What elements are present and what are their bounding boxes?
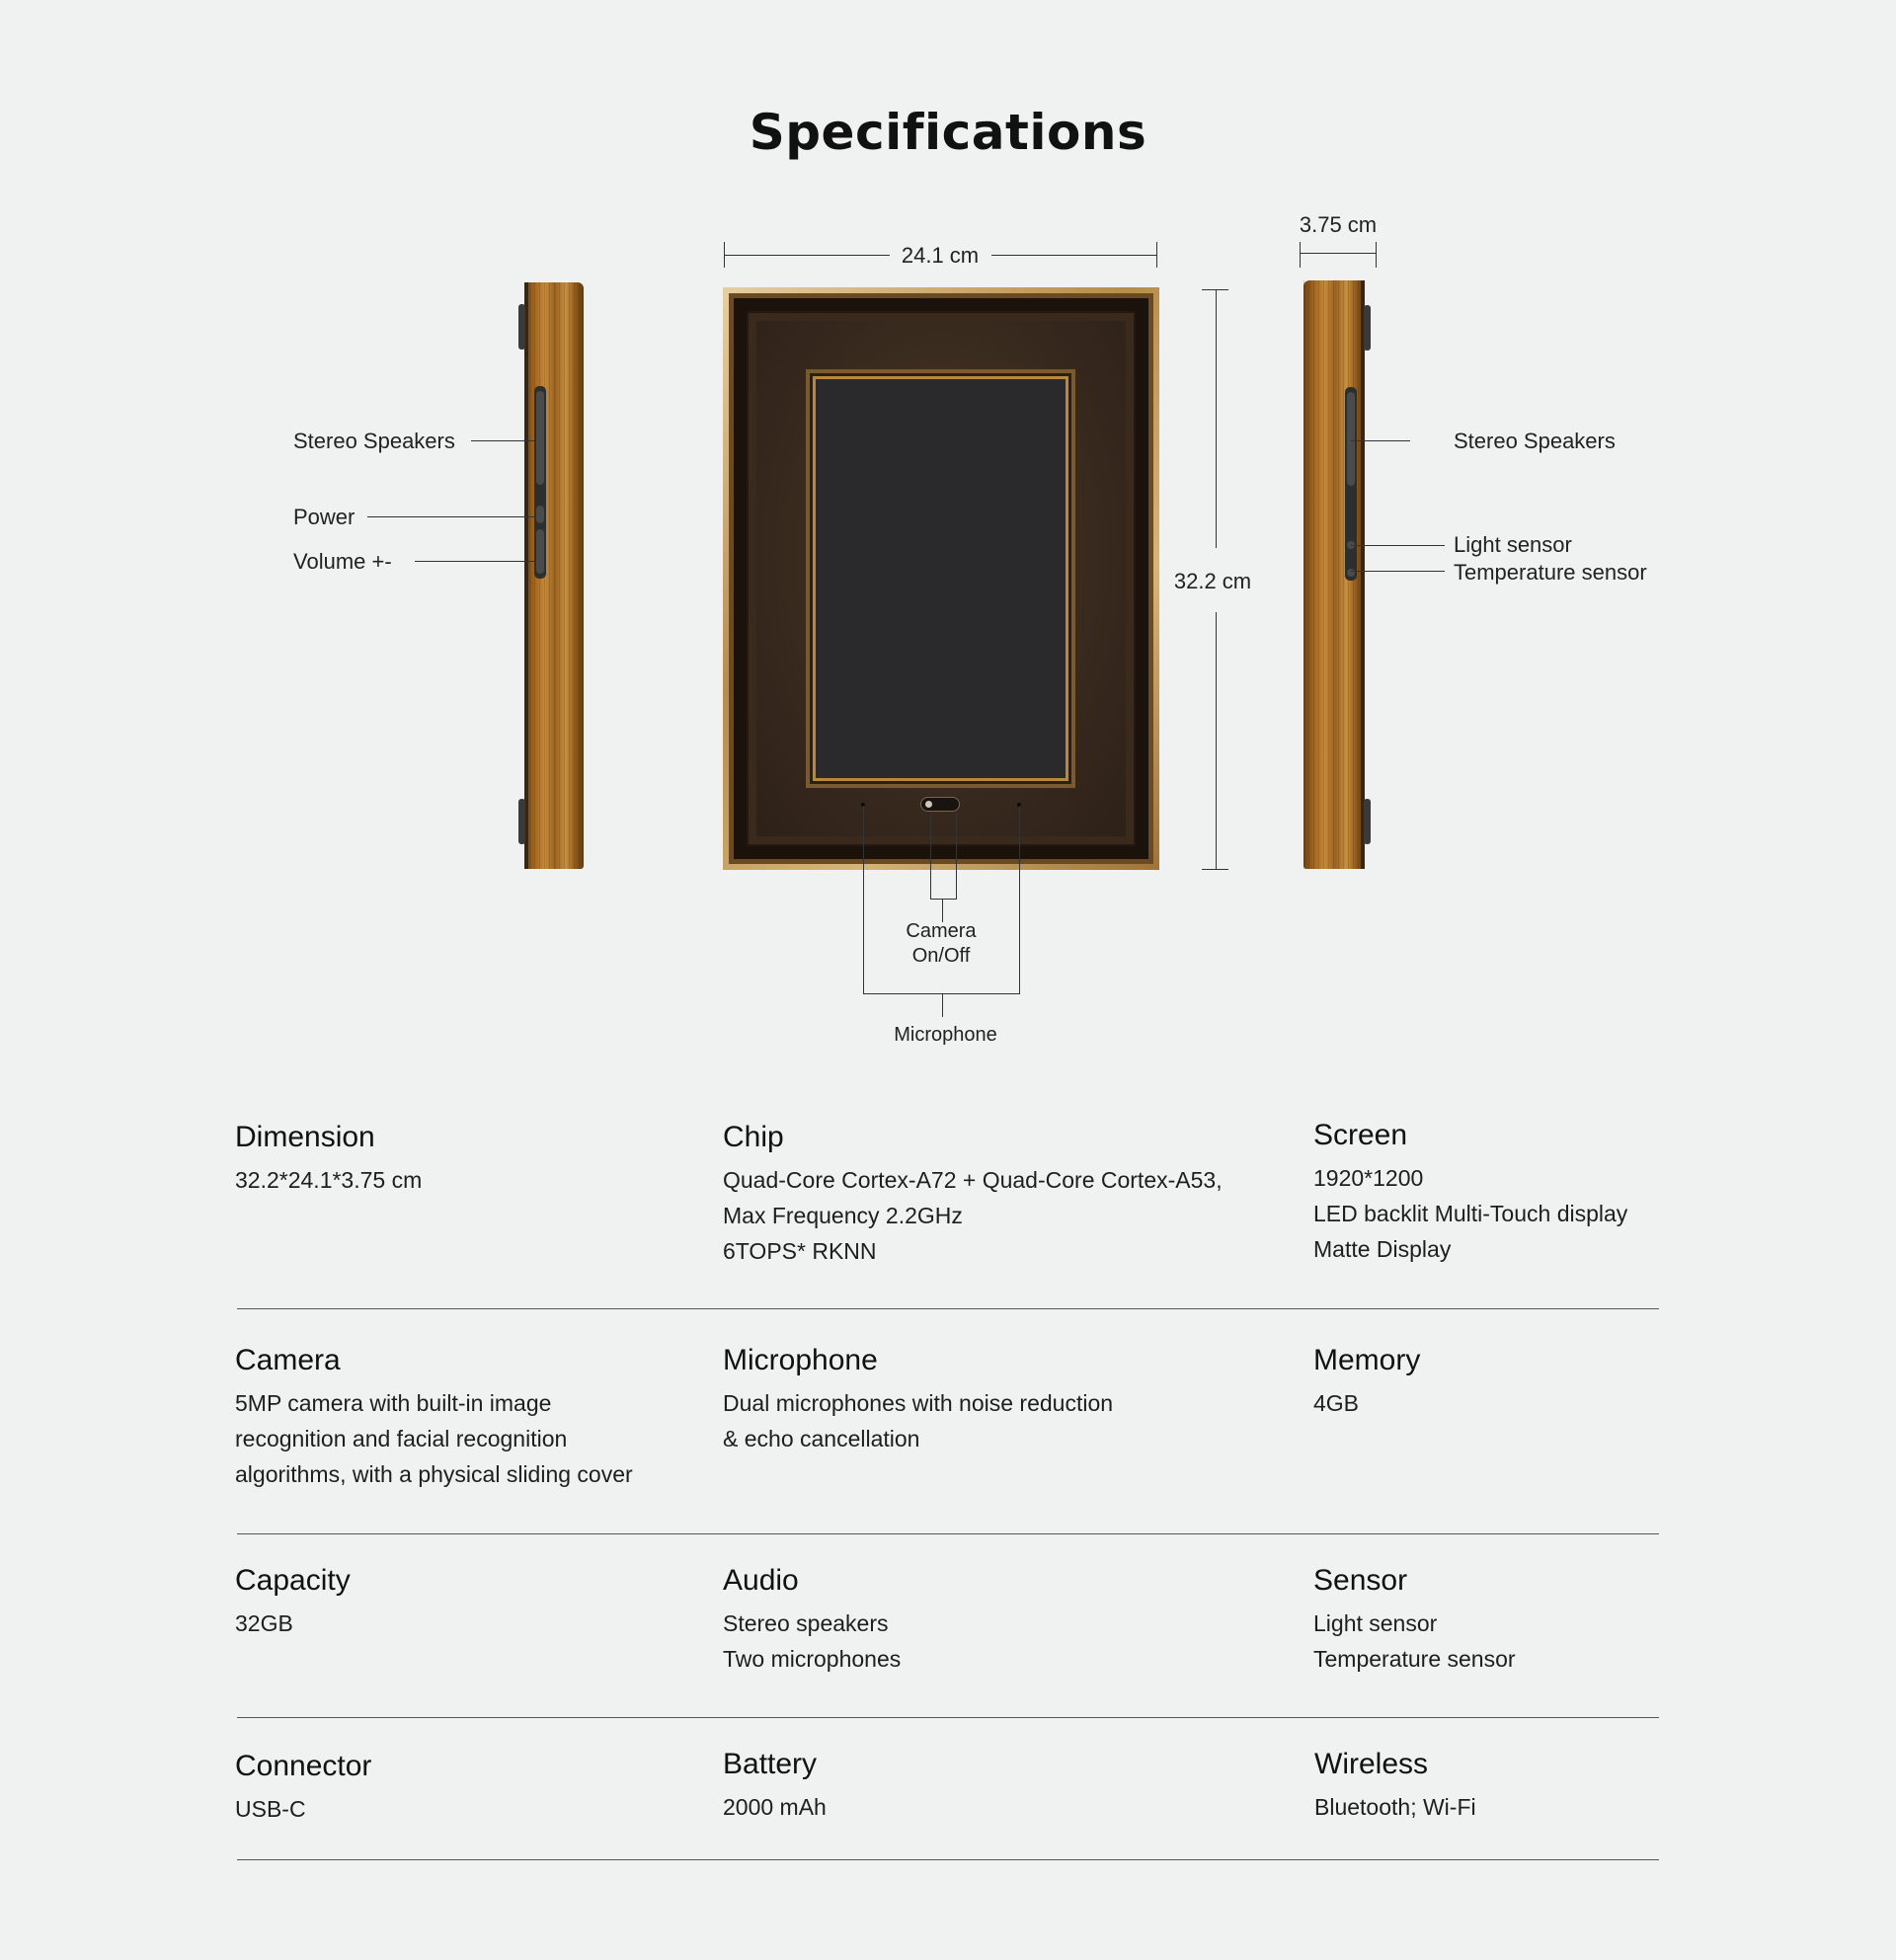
spec-heading: Screen — [1313, 1119, 1408, 1151]
left-side-view — [518, 282, 588, 869]
spec-heading: Camera — [235, 1344, 341, 1376]
spec-capacity — [235, 1564, 351, 1641]
spec-heading: Chip — [723, 1121, 784, 1153]
spec-line: Stereo speakers — [723, 1610, 889, 1636]
height-tick-bottom — [1202, 869, 1228, 870]
width-label: 24.1 cm — [901, 243, 980, 268]
spec-heading: Dimension — [235, 1121, 375, 1153]
left-top-foot — [518, 304, 525, 350]
spec-line: Max Frequency 2.2GHz — [723, 1203, 963, 1228]
spec-value — [1314, 1789, 1476, 1825]
spec-heading: Battery — [723, 1748, 818, 1780]
spec-line: 5MP camera with built-in image — [235, 1390, 552, 1416]
height-line-bottom — [1216, 612, 1217, 869]
height-label: 32.2 cm — [1173, 569, 1252, 593]
left-callout-power: Power — [293, 505, 356, 529]
power-button — [536, 506, 544, 523]
height-line-top — [1216, 289, 1217, 548]
spec-camera — [235, 1344, 633, 1492]
spec-microphone — [723, 1344, 1113, 1456]
right-callout-temperature-line — [1351, 571, 1445, 572]
page-title: Specifications — [749, 104, 1147, 161]
spec-value — [235, 1385, 633, 1492]
display-screen — [816, 379, 1066, 778]
spec-wireless — [1314, 1748, 1476, 1825]
left-callout-power-line — [367, 516, 536, 517]
spec-audio — [723, 1564, 901, 1677]
spec-heading: Capacity — [235, 1564, 351, 1597]
spec-line: Dual microphones with noise reduction — [723, 1390, 1114, 1416]
spec-connector — [235, 1750, 371, 1827]
right-side-view — [1302, 280, 1373, 869]
spec-line: USB-C — [235, 1796, 306, 1822]
camera-bracket-right — [956, 813, 957, 899]
spec-divider — [237, 1859, 1659, 1860]
front-frame-view — [723, 287, 1159, 870]
spec-line: Quad-Core Cortex-A72 + Quad-Core Cortex-A53, — [723, 1167, 1223, 1193]
volume-button — [536, 529, 544, 574]
width-line-right — [991, 255, 1157, 256]
spec-divider — [237, 1717, 1659, 1718]
left-callout-volume: Volume +- — [293, 549, 392, 574]
spec-value — [723, 1162, 1223, 1269]
mic-bracket-left — [863, 806, 864, 993]
camera-icon — [920, 797, 960, 812]
spec-line: & echo cancellation — [723, 1426, 920, 1451]
spec-divider — [237, 1308, 1659, 1309]
spec-line: Two microphones — [723, 1646, 902, 1672]
depth-line — [1300, 253, 1376, 254]
spec-line: 32GB — [235, 1610, 293, 1636]
right-callout-temperature: Temperature sensor — [1454, 560, 1647, 585]
spec-value — [235, 1162, 422, 1198]
spec-value — [723, 1789, 827, 1825]
spec-line: 1920*1200 — [1313, 1165, 1424, 1191]
spec-line: 4GB — [1313, 1390, 1360, 1416]
spec-chip — [723, 1121, 1223, 1269]
spec-line: 2000 mAh — [723, 1794, 827, 1820]
spec-battery — [723, 1748, 827, 1825]
spec-heading: Sensor — [1313, 1564, 1408, 1597]
spec-line: Matte Display — [1313, 1236, 1452, 1262]
spec-line: LED backlit Multi-Touch display — [1313, 1201, 1628, 1226]
camera-label-line2: On/Off — [911, 945, 971, 967]
left-callout-volume-line — [415, 561, 536, 562]
spec-heading: Memory — [1313, 1344, 1421, 1376]
spec-line: 32.2*24.1*3.75 cm — [235, 1167, 423, 1193]
right-callout-light: Light sensor — [1454, 532, 1572, 557]
spec-value — [723, 1606, 901, 1677]
right-bottom-foot — [1364, 799, 1371, 844]
speaker-grille-right-icon — [1347, 392, 1355, 486]
depth-label: 3.75 cm — [1299, 212, 1378, 237]
camera-label-line1: Camera — [906, 920, 977, 942]
inner-frame — [806, 369, 1075, 788]
spec-heading: Wireless — [1314, 1748, 1429, 1780]
left-bottom-foot — [518, 799, 525, 844]
depth-tick-right — [1376, 242, 1377, 268]
microphone-label: Microphone — [894, 1024, 997, 1046]
spec-sensor — [1313, 1564, 1516, 1677]
right-top-foot — [1364, 305, 1371, 351]
spec-heading: Connector — [235, 1750, 372, 1782]
depth-tick-left — [1300, 242, 1301, 268]
spec-line: Temperature sensor — [1313, 1646, 1516, 1672]
spec-line: Light sensor — [1313, 1610, 1438, 1636]
right-callout-speakers-line — [1351, 440, 1410, 441]
spec-value — [1313, 1385, 1420, 1421]
spec-value — [235, 1791, 371, 1827]
spec-memory — [1313, 1344, 1420, 1421]
spec-heading: Microphone — [723, 1344, 878, 1376]
spec-line: Bluetooth; Wi-Fi — [1314, 1794, 1476, 1820]
left-callout-speakers: Stereo Speakers — [293, 429, 455, 453]
camera-label — [882, 919, 1000, 969]
spec-line: 6TOPS* RKNN — [723, 1238, 877, 1264]
spec-line: algorithms, with a physical sliding cover — [235, 1461, 633, 1487]
spec-divider — [237, 1533, 1659, 1534]
speaker-grille-icon — [536, 391, 544, 485]
spec-value — [1313, 1606, 1516, 1677]
spec-value — [1313, 1160, 1627, 1267]
spec-screen — [1313, 1119, 1627, 1267]
spec-line: recognition and facial recognition — [235, 1426, 568, 1451]
camera-bracket-left — [930, 813, 931, 899]
right-callout-light-line — [1351, 545, 1445, 546]
spec-dimension — [235, 1121, 422, 1198]
right-callout-speakers: Stereo Speakers — [1454, 429, 1616, 453]
width-line-left — [724, 255, 890, 256]
left-callout-speakers-line — [471, 440, 536, 441]
mic-leader — [942, 993, 943, 1017]
spec-value — [235, 1606, 351, 1641]
mic-bracket-right — [1019, 806, 1020, 993]
camera-bracket-bottom — [930, 899, 957, 900]
spec-heading: Audio — [723, 1564, 799, 1597]
spec-value — [723, 1385, 1113, 1456]
